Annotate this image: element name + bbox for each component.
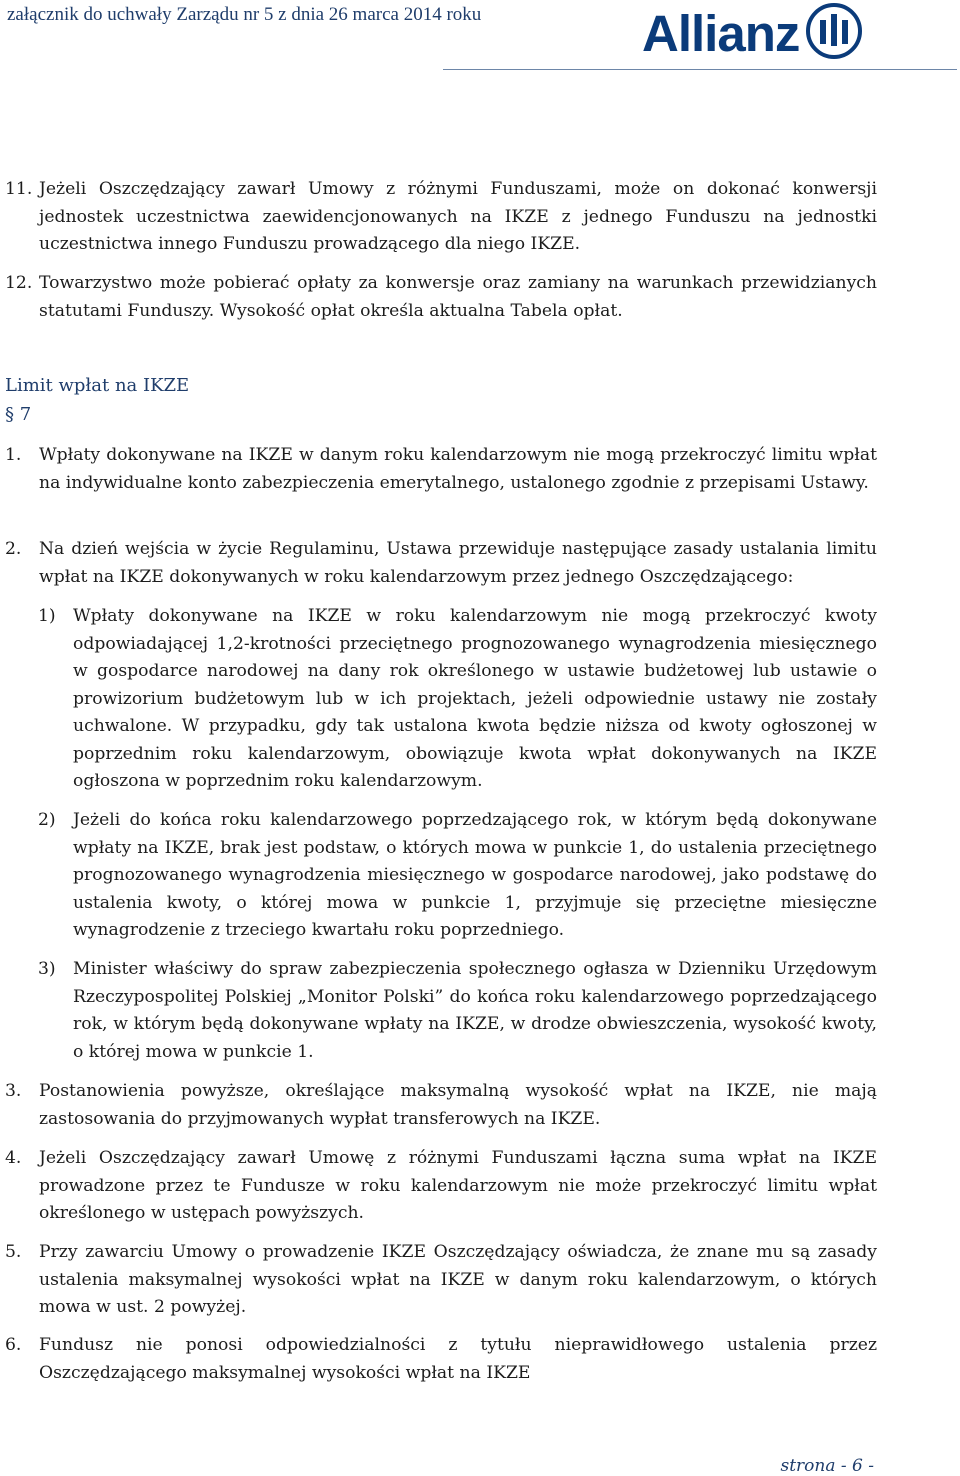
sub-list-item xyxy=(38,807,877,945)
item-text: Jeżeli do końca roku kalendarzowego poprzedzającego rok, w którym będą dokonywane wpłaty na IKZE, brak jest podstaw, o których mowa w punkcie 1, do ustalenia przeciętnego prognozowanego wynagrodzenia miesięcznego w gospodarce narodowej, jako podstawę do ustalenia kwoty, o której mowa w punkcie 1, przyjmuje się przeciętne miesięczne wynagrodzenie z trzeciego kwartału roku poprzedniego. xyxy=(73,810,877,940)
item-text: Jeżeli Oszczędzający zawarł Umowy z różnymi Funduszami, może on dokonać konwersji jednostek uczestnictwa zaewidencjonowanych na IKZE z jednego Funduszu na jednostki uczestnictwa innego Funduszu prowadzącego dla niego IKZE. xyxy=(39,179,877,254)
item-number: 3. xyxy=(5,1081,22,1101)
item-text: Na dzień wejścia w życie Regulaminu, Ustawa przewiduje następujące zasady ustalania limitu wpłat na IKZE dokonywanych w roku kalendarzowym przez jednego Oszczędzającego: xyxy=(39,539,877,587)
allianz-logo xyxy=(642,2,863,64)
sub-list-item xyxy=(38,603,877,796)
item-number: 1) xyxy=(38,606,56,626)
page-number: strona - 6 - xyxy=(780,1456,874,1476)
item-number: 12. xyxy=(5,273,33,293)
header-rule xyxy=(443,69,957,70)
item-number: 4. xyxy=(5,1148,22,1168)
item-text: Przy zawarciu Umowy o prowadzenie IKZE Oszczędzający oświadcza, że znane mu są zasady ustalenia maksymalnej wysokości wpłat na IKZE w danym roku kalendarzowym, o których mowa w ust. 2 powyżej. xyxy=(39,1242,877,1317)
section-heading: Limit wpłat na IKZE xyxy=(5,375,190,396)
item-text: Jeżeli Oszczędzający zawarł Umowę z różnymi Funduszami łączna suma wpłat na IKZE prowadzone przez te Fundusze w roku kalendarzowym nie może przekroczyć limitu wpłat określonego w ustępach powyższych. xyxy=(39,1148,877,1223)
list-item xyxy=(5,1078,877,1133)
item-number: 5. xyxy=(5,1242,22,1262)
list-item xyxy=(5,536,877,591)
item-text: Minister właściwy do spraw zabezpieczenia społecznego ogłasza w Dzienniku Urzędowym Rzeczypospolitej Polskiej „Monitor Polski” do końca roku kalendarzowego poprzedzającego rok, w którym będą dokonywane wpłaty na IKZE, w drodze obwieszczenia, wysokość kwoty, o której mowa w punkcie 1. xyxy=(73,959,877,1062)
item-text: Postanowienia powyższe, określające maksymalną wysokość wpłat na IKZE, nie mają zastosowania do przyjmowanych wypłat transferowych na IKZE. xyxy=(39,1081,877,1129)
item-number: 3) xyxy=(38,959,56,979)
list-item xyxy=(5,1145,877,1228)
item-number: 11. xyxy=(5,179,33,199)
allianz-eagle-icon xyxy=(805,2,863,64)
item-number: 6. xyxy=(5,1335,22,1355)
item-text: Wpłaty dokonywane na IKZE w roku kalendarzowym nie mogą przekroczyć kwoty odpowiadającej 1,2-krotności przeciętnego prognozowanego wynagrodzenia miesięcznego w gospodarce narodowej na dany rok określonego w ustawie budżetowej lub ustawie o prowizorium budżetowym lub w ich projektach, jeżeli odpowiednie ustawy nie zostały uchwalone. W przypadku, gdy tak ustalona kwota będzie niższa od kwoty ogłoszonej w poprzednim roku kalendarzowym, obowiązuje kwota wpłat dokonywanych na IKZE ogłoszona w poprzednim roku kalendarzowym. xyxy=(73,606,877,791)
list-item xyxy=(5,270,877,325)
logo-text: Allianz xyxy=(642,4,800,62)
list-item xyxy=(5,442,877,497)
document-header-title: załącznik do uchwały Zarządu nr 5 z dnia 26 marca 2014 roku xyxy=(7,4,482,25)
paragraph-mark: § 7 xyxy=(5,404,32,425)
item-text: Fundusz nie ponosi odpowiedzialności z tytułu nieprawidłowego ustalenia przez Oszczędzającego maksymalnej wysokości wpłat na IKZE xyxy=(39,1335,877,1383)
list-item xyxy=(5,176,877,259)
item-text: Wpłaty dokonywane na IKZE w danym roku kalendarzowym nie mogą przekroczyć limitu wpłat na indywidualne konto zabezpieczenia emerytalnego, ustalonego zgodnie z przepisami Ustawy. xyxy=(39,445,877,493)
list-item xyxy=(5,1239,877,1322)
item-number: 2. xyxy=(5,539,22,559)
item-number: 2) xyxy=(38,810,56,830)
sub-list-item xyxy=(38,956,877,1066)
item-number: 1. xyxy=(5,445,22,465)
list-item xyxy=(5,1332,877,1387)
item-text: Towarzystwo może pobierać opłaty za konwersje oraz zamiany na warunkach przewidzianych statutami Funduszy. Wysokość opłat określa aktualna Tabela opłat. xyxy=(39,273,877,321)
